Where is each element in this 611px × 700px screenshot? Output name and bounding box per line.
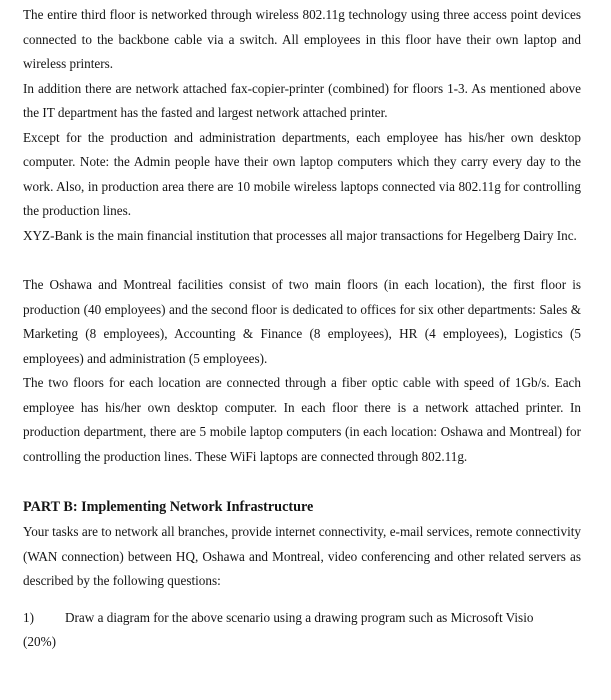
paragraph-xyz-bank: XYZ-Bank is the main financial institution that processes all major transactions for Hegelberg Dairy Inc. bbox=[23, 227, 577, 243]
paragraph-fax-copier-printer: In addition there are network attached fax-copier-printer (combined) for floors 1-3. As mentioned above the IT department has the fasted and largest network attached printer. bbox=[23, 80, 581, 120]
question-spacer bbox=[23, 594, 581, 606]
question-number: 1) bbox=[23, 609, 34, 625]
paragraph-third-floor: The entire third floor is networked through wireless 802.11g technology using three access point devices connected to the backbone cable via a switch. All employees in this floor have their own laptop and wireless printers. bbox=[23, 7, 581, 71]
question-1 bbox=[23, 606, 581, 631]
paragraph-oshawa-montreal: The Oshawa and Montreal facilities consist of two main floors (in each location), the first floor is production (40 employees) and the second floor is dedicated to offices for six other departments: Sales & Marketing (8 employees), Accounting & Finance (8 employees), HR (4 employees), Logistics (5 employees) and administration (5 employees). bbox=[23, 277, 581, 366]
part-b-intro: Your tasks are to network all branches, provide internet connectivity, e-mail services, remote connectivity (WAN connection) between HQ, Oshawa and Montreal, video conferencing and other related servers as described by the following questions: bbox=[23, 524, 581, 588]
paragraph-spacer bbox=[23, 248, 581, 273]
section-spacer bbox=[23, 469, 581, 494]
question-text: Draw a diagram for the above scenario using a drawing program such as Microsoft Visio bbox=[65, 609, 534, 625]
question-marks: (20%) bbox=[23, 634, 56, 649]
paragraph-floors-fiber: The two floors for each location are connected through a fiber optic cable with speed of 1Gb/s. Each employee has his/her own desktop computer. In each floor there is a network attached printer. In production department, there are 5 mobile laptop computers (in each location: Oshawa and Montreal) for controlling the production lines. These WiFi laptops are connected through 802.11g. bbox=[23, 375, 581, 464]
paragraph-desktop-computers: Except for the production and administration departments, each employee has his/her own desktop computer. Note: the Admin people have their own laptop computers which they carry every day to the work. Also, in production area there are 10 mobile wireless laptops connected via 802.11g for controlling the production lines. bbox=[23, 129, 581, 218]
part-b-heading: PART B: Implementing Network Infrastructure bbox=[23, 499, 314, 515]
